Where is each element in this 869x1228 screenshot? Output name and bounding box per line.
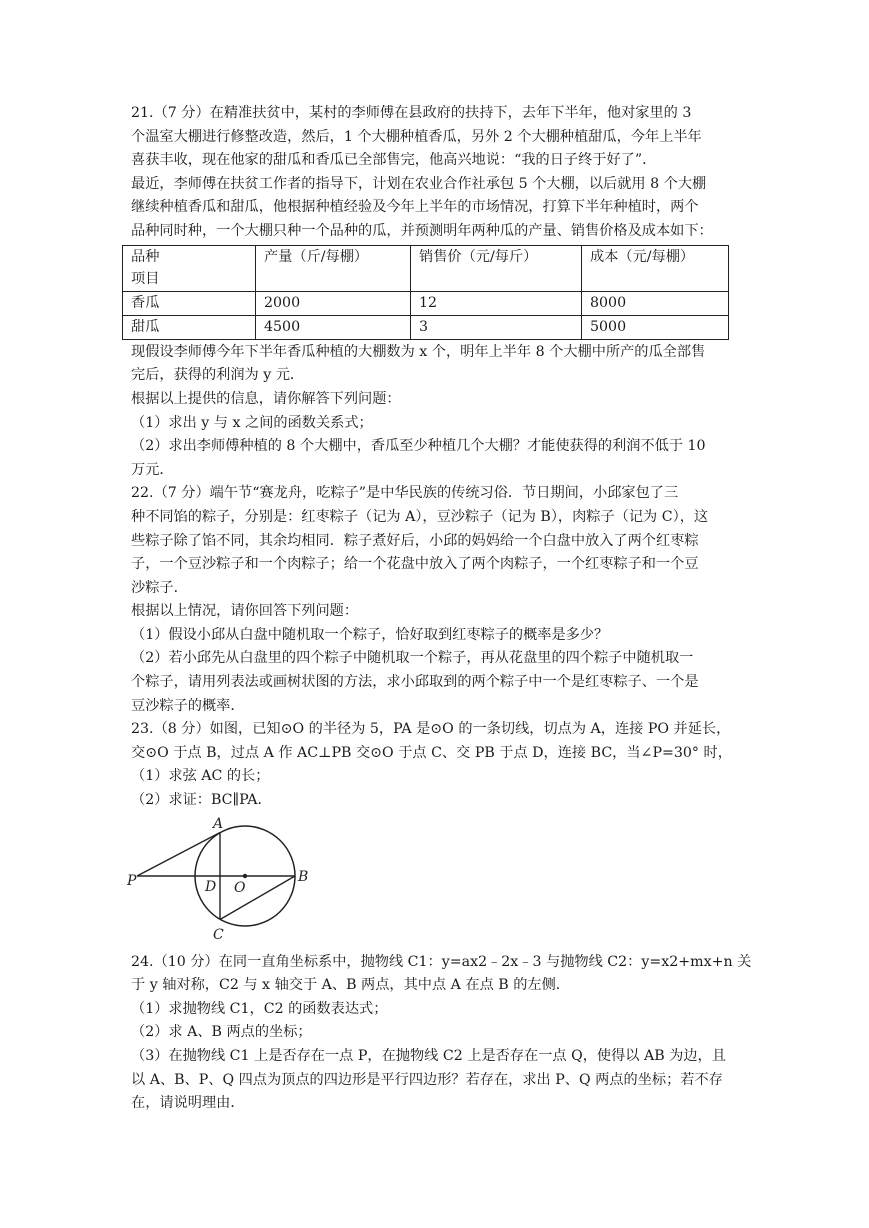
label-a: A	[213, 815, 224, 832]
q24-part-2: （2）求 A、B 两点的坐标；	[131, 1024, 312, 1041]
cell-price: 3	[411, 315, 582, 339]
q22-part-1: （1）假设小邱从白盘中随机取一个粽子，恰好取到红枣粽子的概率是多少？	[131, 626, 609, 643]
q24-line: 以 A、B、P、Q 四点为顶点的四边形是平行四边形？若存在，求出 P、Q 两点的坐标；若不存	[131, 1071, 723, 1088]
q23-line: 23.（8 分）如图，已知⊙O 的半径为 5，PA 是⊙O 的一条切线，切点为 A，连接 PO 并延长，	[131, 721, 731, 738]
q21-line: 21.（7 分）在精准扶贫中，某村的李师傅在县政府的扶持下，去年下半年，他对家里的 3	[131, 105, 692, 121]
q21-line: 继续种植香瓜和甜瓜，他根据种植经验及今年上半年的市场情况，打算下半年种植时，两个	[131, 199, 699, 216]
question-24	[131, 951, 752, 1116]
label-p: P	[127, 872, 137, 889]
cell-name: 甜瓜	[123, 315, 256, 339]
q24-part-1: （1）求抛物线 C1，C2 的函数表达式；	[131, 1000, 388, 1017]
q21-line: 喜获丰收，现在他家的甜瓜和香瓜已全部售完，他高兴地说：“我的日子终于好了”．	[131, 152, 657, 169]
q21-line: 完后，获得的利润为 y 元．	[131, 367, 305, 384]
cell-name: 香瓜	[123, 292, 256, 316]
cell-yield: 2000	[256, 292, 411, 316]
table-row	[123, 315, 729, 339]
q24-line: 24.（10 分）在同一直角坐标系中，抛物线 C1：y=ax2﹣2x﹣3 与抛物线 C2：y=x2+mx+n 关	[131, 953, 752, 970]
q21-line: 根据以上提供的信息，请你解答下列问题：	[131, 390, 401, 407]
header-item: 项目	[131, 271, 160, 288]
cell-price: 12	[411, 292, 582, 316]
document-page	[127, 102, 752, 1116]
q21-line: 最近，李师傅在扶贫工作者的指导下，计划在农业合作社承包 5 个大棚，以后就用 8 个大棚	[131, 175, 707, 192]
q21-line: 万元．	[131, 461, 174, 478]
q21-line: 品种同时种，一个大棚只种一个品种的瓜，并预测明年两种瓜的产量、销售价格及成本如下：	[131, 222, 713, 239]
question-22	[131, 482, 741, 718]
q21-line: 现假设李师傅今年下半年香瓜种植的大棚数为 x 个，明年上半年 8 个大棚中所产的瓜全部售	[131, 343, 706, 360]
q23-line: 交⊙O 于点 B，过点 A 作 AC⊥PB 交⊙O 于点 C、交 PB 于点 D，连接 BC，当∠P=30° 时，	[131, 744, 732, 761]
circle-geometry-figure	[127, 815, 327, 945]
q22-line: 个粽子，请用列表法或画树状图的方法，求小邱取到的两个粽子中一个是红枣粽子、一个是	[131, 674, 699, 691]
question-21	[131, 102, 741, 482]
label-b: B	[298, 868, 309, 885]
q23-part-2: （2）求证：BC∥PA．	[131, 792, 272, 809]
q22-line: 种不同馅的粽子，分别是：红枣粽子（记为 A），豆沙粽子（记为 B），肉粽子（记为 C），这	[131, 508, 709, 525]
header-yield: 产量（斤/每棚）	[256, 245, 411, 292]
header-price: 销售价（元/每斤）	[411, 245, 582, 292]
header-cost: 成本（元/每棚）	[582, 245, 729, 292]
q24-line: 于 y 轴对称，C2 与 x 轴交于 A、B 两点，其中点 A 在点 B 的左侧．	[131, 977, 570, 994]
q22-line: 些粽子除了馅不同，其余均相同．粽子煮好后，小邱的妈妈给一个白盘中放入了两个红枣粽	[131, 532, 699, 549]
chord-bc	[220, 876, 295, 920]
label-d: D	[205, 878, 217, 895]
center-point	[243, 873, 247, 877]
q21-part-1: （1）求出 y 与 x 之间的函数关系式；	[131, 414, 373, 431]
q21-part-2: （2）求出李师傅种植的 8 个大棚中，香瓜至少种植几个大棚？才能使获得的利润不低于 10	[131, 438, 706, 455]
melon-data-table	[122, 245, 729, 340]
q21-line: 个温室大棚进行修整改造，然后，1 个大棚种植香瓜，另外 2 个大棚种植甜瓜，今年上半年	[131, 128, 702, 145]
q22-line: 沙粽子．	[131, 579, 188, 596]
q22-line: 22.（7 分）端午节“赛龙舟，吃粽子”是中华民族的传统习俗．节日期间，小邱家包了三	[131, 485, 679, 502]
label-o: O	[234, 879, 246, 896]
cell-cost: 5000	[582, 315, 729, 339]
table-row	[123, 292, 729, 316]
cell-yield: 4500	[256, 315, 411, 339]
q22-line: 根据以上情况，请你回答下列问题：	[131, 603, 359, 620]
question-23	[127, 718, 741, 944]
q22-line: 子，一个豆沙粽子和一个肉粽子；给一个花盘中放入了两个肉粽子，一个红枣粽子和一个豆	[131, 556, 699, 573]
label-c: C	[213, 926, 224, 943]
q22-part-2: （2）若小邱先从白盘里的四个粽子中随机取一个粽子，再从花盘里的四个粽子中随机取一	[131, 650, 694, 667]
table-header-row	[123, 245, 729, 292]
q22-line: 豆沙粽子的概率．	[131, 697, 245, 714]
header-corner-cell	[123, 245, 256, 292]
tangent-pa	[137, 832, 220, 876]
q24-line: 在，请说明理由．	[131, 1095, 245, 1112]
header-variety: 品种	[131, 248, 160, 265]
q23-part-1: （1）求弦 AC 的长；	[131, 768, 270, 785]
cell-cost: 8000	[582, 292, 729, 316]
q24-part-3: （3）在抛物线 C1 上是否存在一点 P，在抛物线 C2 上是否存在一点 Q，使得以 AB 为边，且	[131, 1048, 726, 1064]
